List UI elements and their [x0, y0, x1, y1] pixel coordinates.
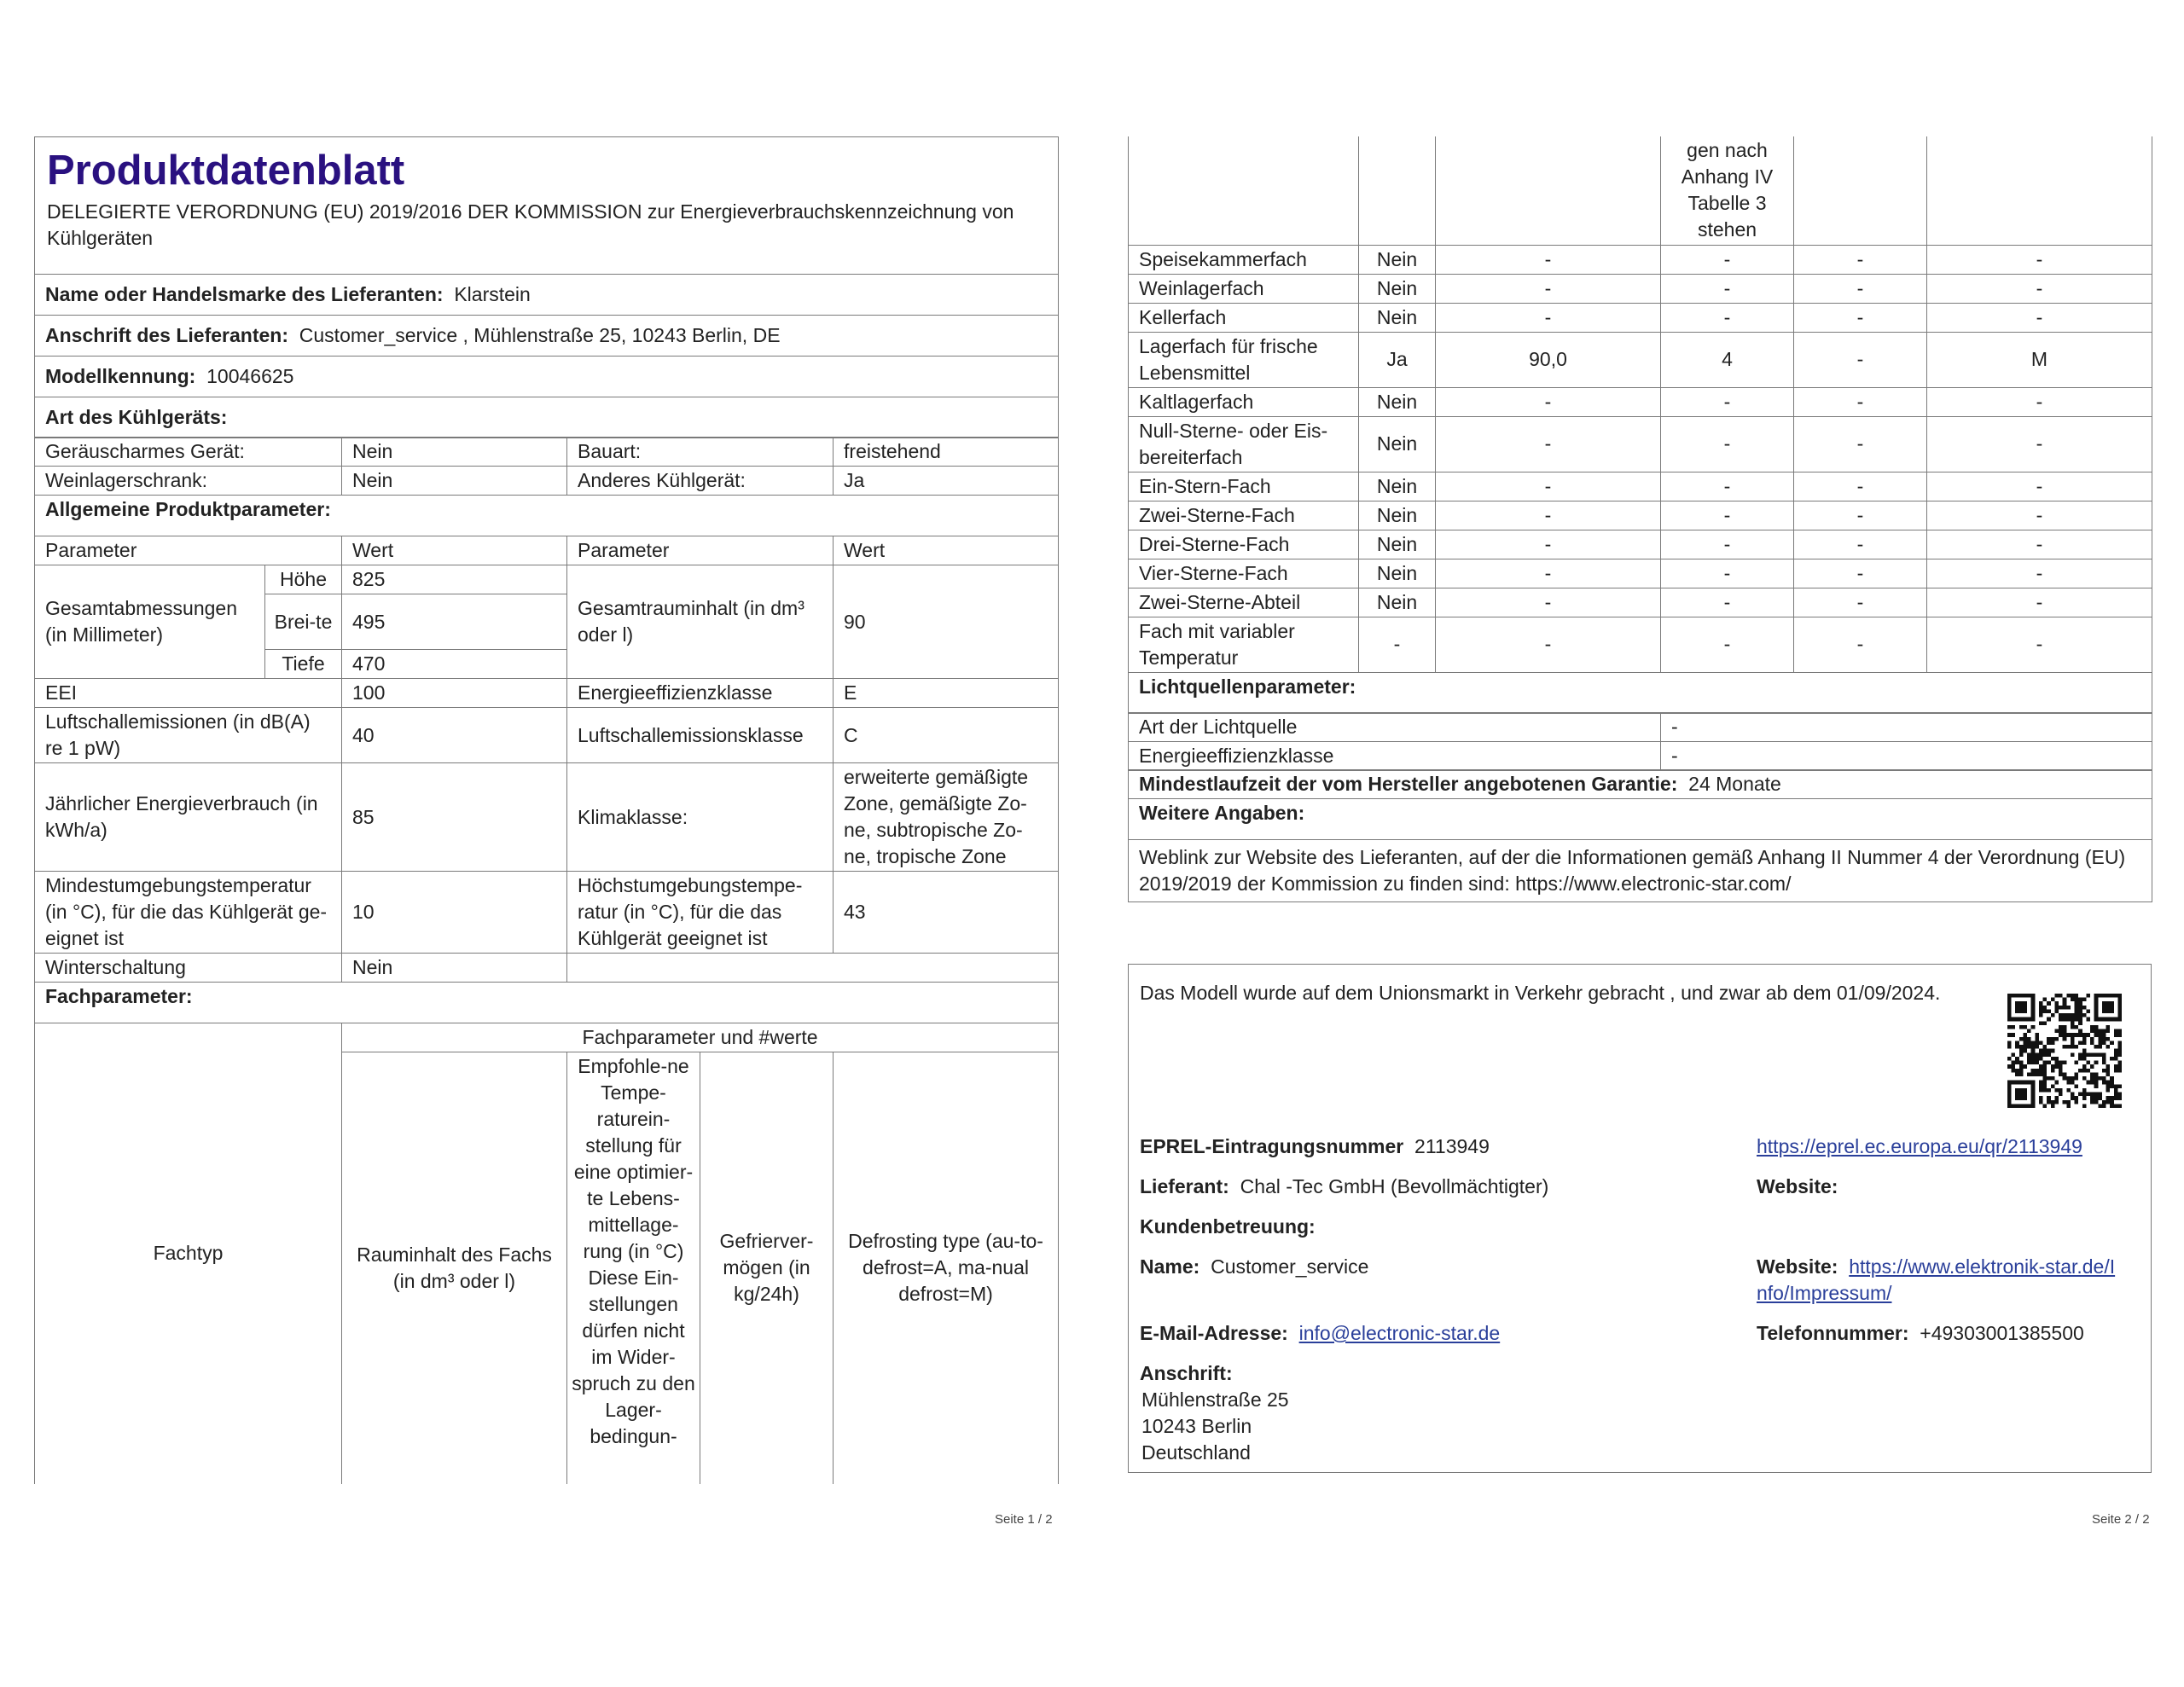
page-1 — [34, 136, 1058, 1484]
comp-temp-cell: - — [1661, 416, 1794, 472]
wine-label: Weinlagerschrank: — [35, 467, 342, 496]
comp-present-cell: Nein — [1359, 530, 1436, 559]
cont-type-cell — [1129, 136, 1359, 245]
box-supplier-label: Lieferant: — [1140, 1175, 1229, 1197]
address-value: Customer_service , Mühlenstraße 25, 10243 Berlin, DE — [299, 324, 781, 346]
comp-freeze-cell: - — [1794, 245, 1927, 274]
eclass-value: E — [834, 679, 1059, 708]
comp-type-header: Fachtyp — [35, 1023, 342, 1484]
comp-row — [1129, 501, 2152, 530]
comp-freeze-cell: - — [1794, 472, 1927, 501]
model-row — [35, 357, 1059, 397]
comp-temp-cell: - — [1661, 303, 1794, 332]
comp-volume-cell: - — [1436, 472, 1661, 501]
comp-volume-cell: - — [1436, 617, 1661, 672]
comp-type-cell: Drei-Sterne-Fach — [1129, 530, 1359, 559]
address-city: 10243 Berlin — [1141, 1415, 1252, 1437]
depth-label: Tiefe — [265, 650, 342, 679]
email-label: E-Mail-Adresse: — [1140, 1322, 1288, 1344]
eprel-info-box — [1128, 964, 2152, 1473]
phone-value: +49303001385500 — [1920, 1322, 2084, 1344]
comp-row — [1129, 332, 2152, 387]
comp-volume-header: Rauminhalt des Fachs (in dm³ oder l) — [342, 1052, 567, 1484]
comp-volume-cell: - — [1436, 501, 1661, 530]
comp-present-cell: Nein — [1359, 387, 1436, 416]
cont-volume-cell — [1436, 136, 1661, 245]
cont-defrost-cell — [1927, 136, 2152, 245]
noise-class-value: C — [834, 708, 1059, 763]
warranty-label: Mindestlaufzeit der vom Hersteller angebotenen Garantie: — [1139, 773, 1678, 796]
model-value: 10046625 — [206, 365, 294, 387]
comp-row — [1129, 245, 2152, 274]
comp-defrost-cell: - — [1927, 245, 2152, 274]
warranty-row — [1129, 770, 2152, 799]
min-temp-value: 10 — [342, 872, 567, 954]
comp-defrost-cell: - — [1927, 387, 2152, 416]
eei-label: EEI — [35, 679, 342, 708]
comp-present-cell: - — [1359, 617, 1436, 672]
comp-volume-cell: - — [1436, 274, 1661, 303]
comp-temp-cell: - — [1661, 501, 1794, 530]
light-table — [1128, 712, 2152, 771]
comp-temp-cell: - — [1661, 617, 1794, 672]
comp-temp-cell: - — [1661, 472, 1794, 501]
comp-type-cell: Fach mit variabler Temperatur — [1129, 617, 1359, 672]
cont-temp-text: gen nach Anhang IV Tabelle 3 stehen — [1661, 136, 1794, 245]
cont-present-cell — [1359, 136, 1436, 245]
col-value-header: Wert — [342, 536, 567, 565]
light-class-label: Energieeffizienzklasse — [1129, 741, 1661, 770]
comp-defrost-cell: - — [1927, 588, 2152, 617]
wine-value: Nein — [342, 467, 567, 496]
comp-temp-cell: - — [1661, 387, 1794, 416]
comp-row — [1129, 303, 2152, 332]
other-value: Ja — [834, 467, 1059, 496]
comp-present-cell: Nein — [1359, 588, 1436, 617]
comp-header-table — [34, 1023, 1059, 1484]
box-website-label: Website: — [1757, 1175, 1838, 1197]
cont-freeze-cell — [1794, 136, 1927, 245]
comp-freeze-cell: - — [1794, 559, 1927, 588]
service-name-value: Customer_service — [1211, 1255, 1369, 1278]
comp-freeze-cell: - — [1794, 387, 1927, 416]
service-name-label: Name: — [1140, 1255, 1200, 1278]
phone-label: Telefonnummer: — [1757, 1322, 1909, 1344]
service-website-row — [1757, 1254, 2115, 1280]
comp-defrost-cell: - — [1927, 617, 2152, 672]
comp-row — [1129, 617, 2152, 672]
service-label: Kundenbetreuung: — [1140, 1215, 1316, 1238]
comp-row — [1129, 387, 2152, 416]
winter-label: Winterschaltung — [35, 954, 342, 983]
noise-value: 40 — [342, 708, 567, 763]
comp-temp-cell: - — [1661, 274, 1794, 303]
comp-rows — [1129, 245, 2152, 672]
comp-volume-cell: - — [1436, 530, 1661, 559]
comp-freeze-cell: - — [1794, 617, 1927, 672]
model-label: Modellkennung: — [45, 365, 196, 387]
depth-value: 470 — [342, 650, 567, 679]
volume-label: Gesamtrauminhalt (in dm³ oder l) — [567, 565, 834, 679]
page-2 — [1128, 136, 2152, 902]
light-type-label: Art der Lichtquelle — [1129, 712, 1661, 741]
address-row — [35, 316, 1059, 357]
comp-temp-cell: - — [1661, 588, 1794, 617]
comp-type-cell: Kaltlagerfach — [1129, 387, 1359, 416]
winter-value: Nein — [342, 954, 567, 983]
address-country: Deutschland — [1141, 1441, 1251, 1464]
noise-label: Luftschallemissionen (in dB(A) re 1 pW) — [35, 708, 342, 763]
col-value-header-2: Wert — [834, 536, 1059, 565]
page-title: Produktdatenblatt — [47, 148, 405, 194]
phone-row — [1757, 1320, 2084, 1347]
comp-volume-cell: - — [1436, 245, 1661, 274]
title-cell — [35, 137, 1059, 275]
comp-row — [1129, 472, 2152, 501]
low-noise-label: Geräuscharmes Gerät: — [35, 438, 342, 467]
comp-type-cell: Speisekammerfach — [1129, 245, 1359, 274]
design-value: freistehend — [834, 438, 1059, 467]
service-website-link-2[interactable]: nfo/Impressum/ — [1757, 1282, 1892, 1304]
comp-temp-cell: - — [1661, 530, 1794, 559]
comp-row — [1129, 416, 2152, 472]
noise-class-label: Luftschallemissionsklasse — [567, 708, 834, 763]
light-params-label: Lichtquellenparameter: — [1129, 672, 2152, 713]
comp-present-cell: Nein — [1359, 559, 1436, 588]
box-supplier-value: Chal -Tec GmbH (Bevollmächtigter) — [1240, 1175, 1549, 1197]
comp-freeze-cell: - — [1794, 530, 1927, 559]
eprel-value: 2113949 — [1414, 1135, 1490, 1157]
col-param-header: Parameter — [35, 536, 342, 565]
energy-label: Jährlicher Energieverbrauch (in kWh/a) — [35, 763, 342, 872]
comp-type-cell: Weinlagerfach — [1129, 274, 1359, 303]
comp-defrost-cell: - — [1927, 530, 2152, 559]
comp-present-cell: Nein — [1359, 472, 1436, 501]
comp-defrost-cell: M — [1927, 332, 2152, 387]
appliance-type-label: Art des Kühlgeräts: — [35, 397, 1059, 438]
eei-value: 100 — [342, 679, 567, 708]
comp-group-header: Fachparameter und #werte — [342, 1023, 1059, 1052]
comp-volume-cell: - — [1436, 303, 1661, 332]
address-label: Anschrift des Lieferanten: — [45, 324, 288, 346]
eclass-label: Energieeffizienzklasse — [567, 679, 834, 708]
comp-freeze-cell: - — [1794, 332, 1927, 387]
comp-type-cell: Ein-Stern-Fach — [1129, 472, 1359, 501]
comp-defrost-cell: - — [1927, 416, 2152, 472]
general-params-label: Allgemeine Produktparameter: — [35, 496, 1059, 536]
comp-freeze-cell: - — [1794, 501, 1927, 530]
comp-volume-cell: - — [1436, 387, 1661, 416]
supplier-name: Klarstein — [454, 283, 531, 305]
service-website-label: Website: — [1757, 1255, 1838, 1278]
comp-present-cell: Nein — [1359, 245, 1436, 274]
email-link[interactable]: info@electronic-star.de — [1298, 1322, 1501, 1344]
comp-type-cell: Null-Sterne- oder Eis-bereiterfach — [1129, 416, 1359, 472]
comp-row — [1129, 274, 2152, 303]
comp-freeze-header: Gefrierver-mögen (in kg/24h) — [700, 1052, 834, 1484]
height-value: 825 — [342, 565, 567, 594]
comp-volume-cell: - — [1436, 559, 1661, 588]
eprel-row — [1140, 1133, 1490, 1160]
eprel-label: EPREL-Eintragungsnummer — [1140, 1135, 1404, 1157]
comp-temp-cell: 4 — [1661, 332, 1794, 387]
comp-freeze-cell: - — [1794, 303, 1927, 332]
energy-value: 85 — [342, 763, 567, 872]
climate-value: erweiterte gemäßigte Zone, gemäßigte Zo-ne, subtropische Zo-ne, tropische Zone — [834, 763, 1059, 872]
climate-label: Klimaklasse: — [567, 763, 834, 872]
general-params-table — [34, 437, 1059, 1023]
width-value: 495 — [342, 594, 567, 650]
max-temp-label: Höchstumgebungstempe-ratur (in °C), für die das Kühlgerät geeignet ist — [567, 872, 834, 954]
comp-defrost-cell: - — [1927, 472, 2152, 501]
supplier-box-row — [1140, 1174, 1548, 1200]
comp-type-cell: Vier-Sterne-Fach — [1129, 559, 1359, 588]
dims-label: Gesamtabmessungen (in Millimeter) — [35, 565, 265, 679]
page1-header-table — [34, 136, 1059, 438]
comp-row — [1129, 588, 2152, 617]
comp-present-cell: Nein — [1359, 416, 1436, 472]
col-param-header-2: Parameter — [567, 536, 834, 565]
comp-defrost-cell: - — [1927, 303, 2152, 332]
comp-temp-header: Empfohle-ne Tempe-raturein-stellung für eine optimier-te Lebens-mittellage-rung (in °C) Diese Ein-stellungen dürfen nicht im Wider-spruch zu den Lager-bedingun- — [567, 1052, 700, 1484]
comp-defrost-cell: - — [1927, 501, 2152, 530]
other-label: Anderes Kühlgerät: — [567, 467, 834, 496]
comp-temp-cell: - — [1661, 559, 1794, 588]
min-temp-label: Mindestumgebungstemperatur (in °C), für die das Kühlgerät ge-eignet ist — [35, 872, 342, 954]
qr-code-icon[interactable] — [2007, 994, 2122, 1108]
comp-params-label: Fachparameter: — [35, 983, 1059, 1023]
comp-present-cell: Ja — [1359, 332, 1436, 387]
comp-type-cell: Zwei-Sterne-Fach — [1129, 501, 1359, 530]
comp-present-cell: Nein — [1359, 303, 1436, 332]
comp-type-cell: Kellerfach — [1129, 303, 1359, 332]
width-label: Brei-te — [265, 594, 342, 650]
design-label: Bauart: — [567, 438, 834, 467]
service-name-row — [1140, 1254, 1368, 1280]
comp-values-table — [1128, 136, 2152, 714]
comp-type-cell: Zwei-Sterne-Abteil — [1129, 588, 1359, 617]
regulation-text: DELEGIERTE VERORDNUNG (EU) 2019/2016 DER KOMMISSION zur Energieverbrauchskennzeichnung von Kühlgeräten — [47, 200, 1014, 249]
comp-temp-cell: - — [1661, 245, 1794, 274]
height-label: Höhe — [265, 565, 342, 594]
page2-footer: Seite 2 / 2 — [2092, 1512, 2150, 1527]
comp-row — [1129, 530, 2152, 559]
comp-volume-cell: 90,0 — [1436, 332, 1661, 387]
light-type-value: - — [1661, 712, 2152, 741]
email-row — [1140, 1320, 1500, 1347]
box-address-label: Anschrift: — [1140, 1362, 1233, 1384]
supplier-name-label: Name oder Handelsmarke des Lieferanten: — [45, 283, 444, 305]
warranty-value: 24 Monate — [1688, 773, 1781, 796]
comp-present-cell: Nein — [1359, 501, 1436, 530]
comp-defrost-cell: - — [1927, 274, 2152, 303]
empty-cell — [567, 954, 1059, 983]
comp-defrost-header: Defrosting type (au-to-defrost=A, ma-nual defrost=M) — [834, 1052, 1059, 1484]
eprel-link[interactable]: https://eprel.ec.europa.eu/qr/2113949 — [1757, 1135, 2082, 1157]
comp-type-cell: Lagerfach für frische Lebensmittel — [1129, 332, 1359, 387]
comp-freeze-cell: - — [1794, 416, 1927, 472]
comp-freeze-cell: - — [1794, 274, 1927, 303]
comp-present-cell: Nein — [1359, 274, 1436, 303]
address-street: Mühlenstraße 25 — [1141, 1388, 1289, 1411]
comp-row — [1129, 559, 2152, 588]
further-table — [1128, 769, 2152, 902]
supplier-row — [35, 275, 1059, 316]
market-text: Das Modell wurde auf dem Unionsmarkt in Verkehr gebracht , und zwar ab dem 01/09/2024. — [1140, 982, 1941, 1004]
service-website-link-1[interactable]: https://www.elektronik-star.de/I — [1849, 1255, 2116, 1278]
further-label: Weitere Angaben: — [1129, 799, 2152, 840]
light-class-value: - — [1661, 741, 2152, 770]
page1-footer: Seite 1 / 2 — [995, 1512, 1053, 1527]
comp-freeze-cell: - — [1794, 588, 1927, 617]
volume-value: 90 — [834, 565, 1059, 679]
comp-volume-cell: - — [1436, 588, 1661, 617]
weblink-text: Weblink zur Website des Lieferanten, auf der die Informationen gemäß Anhang II Nummer 4 der Verordnung (EU) 2019/2019 der Kommission zu finden sind: https://www.electronic-star.com/ — [1129, 840, 2152, 902]
max-temp-value: 43 — [834, 872, 1059, 954]
low-noise-value: Nein — [342, 438, 567, 467]
comp-defrost-cell: - — [1927, 559, 2152, 588]
comp-volume-cell: - — [1436, 416, 1661, 472]
